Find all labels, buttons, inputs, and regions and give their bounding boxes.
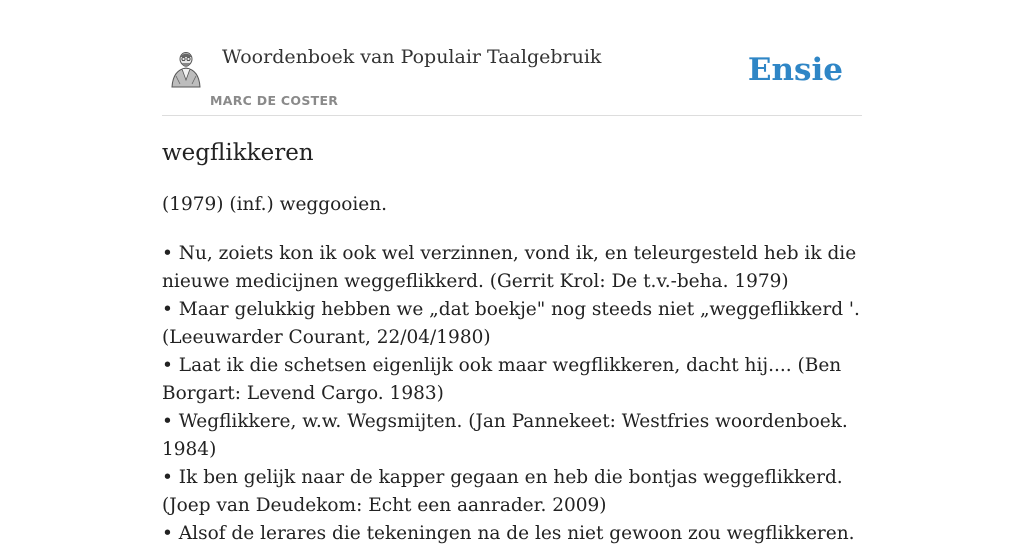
author-portrait-icon: [169, 50, 203, 88]
entry-definition: (1979) (inf.) weggooien.: [162, 194, 388, 215]
dictionary-header: [162, 38, 862, 116]
citation-item: • Nu, zoiets kon ik ook wel verzinnen, vond ik, en teleurgesteld heb ik die nieuwe medicijnen weggeflikkerd. (Gerrit Krol: De t.v.-beha. 1979): [162, 243, 857, 292]
citation-item: • Alsof de lerares die tekeningen na de les niet gewoon zou wegflikkeren.: [162, 523, 855, 544]
citation-item: • Laat ik die schetsen eigenlijk ook maar wegflikkeren, dacht hij.... (Ben Borgart: Levend Cargo. 1983): [162, 355, 842, 404]
author-name[interactable]: MARC DE COSTER: [210, 93, 339, 108]
citation-item: • Wegflikkere, w.w. Wegsmijten. (Jan Pannekeet: Westfries woordenboek. 1984): [162, 411, 848, 460]
ensie-logo[interactable]: Ensie: [747, 52, 843, 88]
site-title[interactable]: Woordenboek van Populair Taalgebruik: [222, 46, 602, 68]
citation-item: • Maar gelukkig hebben we „dat boekje" nog steeds niet „weggeflikkerd '. (Leeuwarder Courant, 22/04/1980): [162, 299, 860, 348]
citation-item: • Ik ben gelijk naar de kapper gegaan en heb die bontjas weggeflikkerd. (Joep van Deudekom: Echt een aanrader. 2009): [162, 467, 843, 516]
citation-list: [162, 240, 862, 548]
entry-headword: wegflikkeren: [162, 140, 314, 166]
